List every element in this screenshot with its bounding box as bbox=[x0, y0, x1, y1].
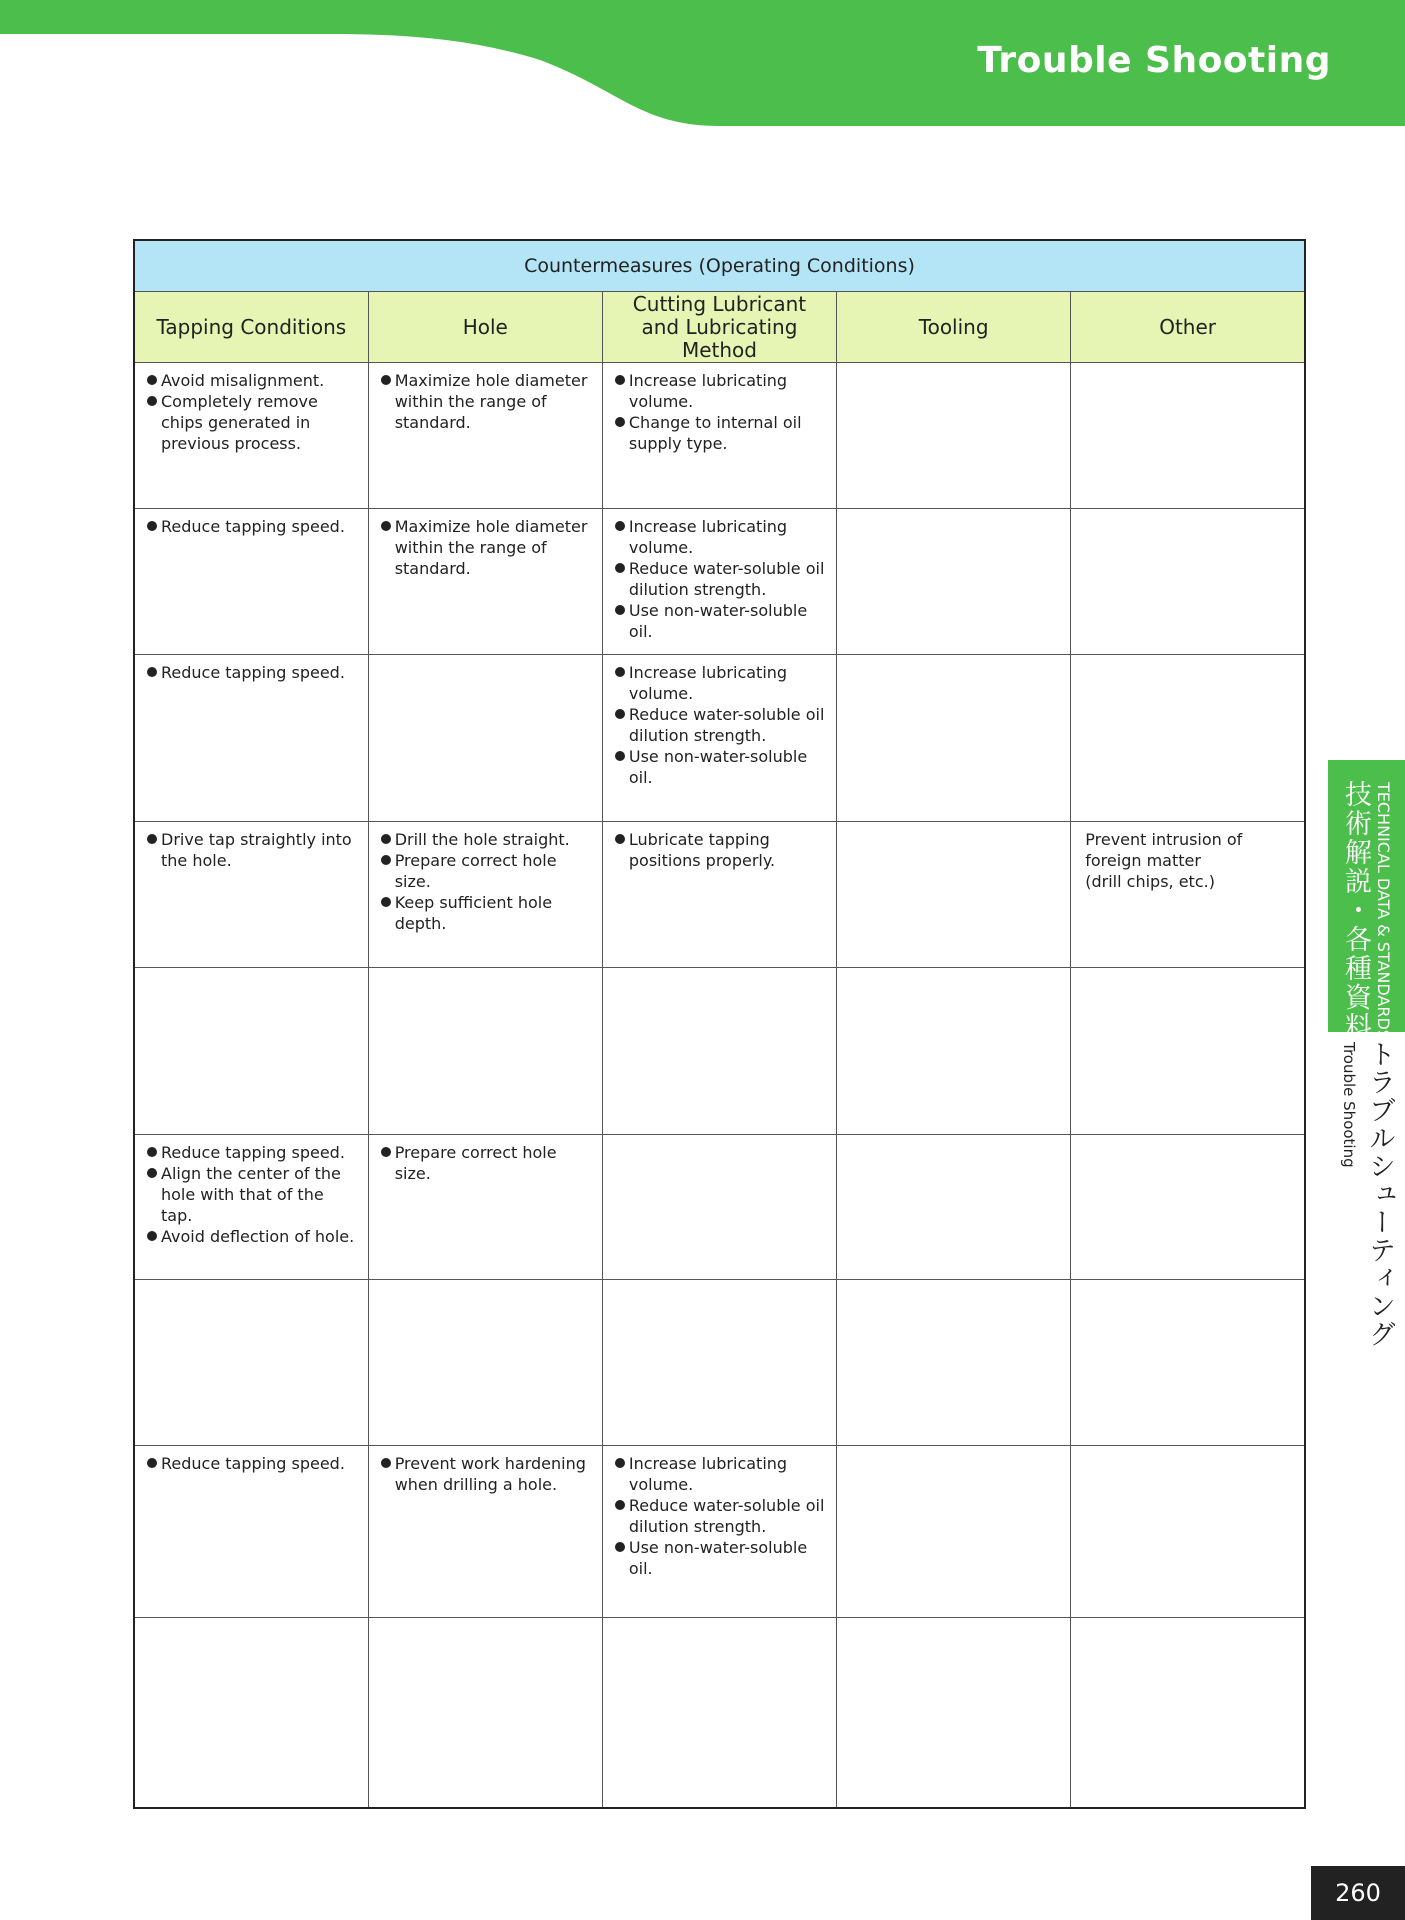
column-header-tooling: Tooling bbox=[837, 292, 1071, 363]
page-number: 260 bbox=[1311, 1866, 1405, 1920]
cell-lubricant bbox=[602, 822, 836, 968]
bullet-list bbox=[381, 829, 594, 934]
cell-hole bbox=[368, 363, 602, 509]
cell-tapping bbox=[134, 968, 368, 1135]
cell-tooling bbox=[837, 1135, 1071, 1280]
table-row bbox=[134, 509, 1305, 655]
cell-hole bbox=[368, 1135, 602, 1280]
section-label-en: TECHNICAL DATA & STANDARDS bbox=[1374, 782, 1393, 1040]
topic-label-jp: トラブルシューティング bbox=[1364, 1040, 1395, 1348]
section-label-jp: 技術解説・各種資料 bbox=[1340, 780, 1371, 1041]
bullet-item: Drive tap straightly into the hole. bbox=[147, 829, 360, 871]
cell-other bbox=[1071, 1135, 1305, 1280]
cell-hole bbox=[368, 968, 602, 1135]
column-header-tapping: Tapping Conditions bbox=[134, 292, 368, 363]
cell-lubricant bbox=[602, 968, 836, 1135]
cell-tooling bbox=[837, 1280, 1071, 1446]
bullet-list bbox=[615, 516, 828, 642]
bullet-item: Reduce tapping speed. bbox=[147, 662, 360, 683]
bullet-item: Prepare correct hole size. bbox=[381, 1142, 594, 1184]
bullet-item: Increase lubricating volume. bbox=[615, 662, 828, 704]
bullet-item: Completely remove chips generated in previous process. bbox=[147, 391, 360, 454]
bullet-list bbox=[147, 1142, 360, 1247]
cell-tooling bbox=[837, 822, 1071, 968]
cell-other bbox=[1071, 655, 1305, 822]
cell-tooling bbox=[837, 655, 1071, 822]
cell-hole bbox=[368, 1618, 602, 1808]
table-row bbox=[134, 1280, 1305, 1446]
bullet-item: Prevent work hardening when drilling a hole. bbox=[381, 1453, 594, 1495]
bullet-item: Reduce tapping speed. bbox=[147, 1142, 360, 1163]
bullet-item: Maximize hole diameter within the range of standard. bbox=[381, 370, 594, 433]
bullet-item: Drill the hole straight. bbox=[381, 829, 594, 850]
bullet-list bbox=[381, 370, 594, 433]
cell-tapping bbox=[134, 1135, 368, 1280]
bullet-item: Increase lubricating volume. bbox=[615, 516, 828, 558]
table-row bbox=[134, 822, 1305, 968]
bullet-item: Align the center of the hole with that of the tap. bbox=[147, 1163, 360, 1226]
table-body bbox=[134, 363, 1305, 1808]
cell-hole bbox=[368, 822, 602, 968]
bullet-item: Keep sufficient hole depth. bbox=[381, 892, 594, 934]
cell-other bbox=[1071, 968, 1305, 1135]
column-header-hole: Hole bbox=[368, 292, 602, 363]
cell-hole bbox=[368, 655, 602, 822]
bullet-item: Avoid deflection of hole. bbox=[147, 1226, 360, 1247]
cell-lubricant bbox=[602, 1618, 836, 1808]
cell-tooling bbox=[837, 509, 1071, 655]
bullet-list bbox=[147, 516, 360, 537]
cell-text: Prevent intrusion of foreign matter (drill chips, etc.) bbox=[1085, 830, 1243, 891]
cell-tooling bbox=[837, 1618, 1071, 1808]
cell-other bbox=[1071, 509, 1305, 655]
cell-tapping bbox=[134, 1618, 368, 1808]
bullet-item: Reduce water-soluble oil dilution strength. bbox=[615, 1495, 828, 1537]
cell-hole bbox=[368, 1280, 602, 1446]
table-row bbox=[134, 1135, 1305, 1280]
bullet-item: Reduce water-soluble oil dilution strength. bbox=[615, 558, 828, 600]
cell-tooling bbox=[837, 1446, 1071, 1618]
cell-other bbox=[1071, 363, 1305, 509]
cell-tooling bbox=[837, 968, 1071, 1135]
bullet-item: Use non-water-soluble oil. bbox=[615, 1537, 828, 1579]
bullet-item: Lubricate tapping positions properly. bbox=[615, 829, 828, 871]
column-header-lubricant: Cutting Lubricant and Lubricating Method bbox=[602, 292, 836, 363]
topic-label-en: Trouble Shooting bbox=[1340, 1042, 1358, 1168]
bullet-item: Maximize hole diameter within the range of standard. bbox=[381, 516, 594, 579]
bullet-list bbox=[615, 829, 828, 871]
cell-tapping bbox=[134, 822, 368, 968]
bullet-list bbox=[147, 829, 360, 871]
table-row bbox=[134, 968, 1305, 1135]
bullet-list bbox=[615, 1453, 828, 1579]
bullet-list bbox=[381, 1142, 594, 1184]
bullet-item: Avoid misalignment. bbox=[147, 370, 360, 391]
table-caption: Countermeasures (Operating Conditions) bbox=[134, 240, 1305, 292]
table-row bbox=[134, 1446, 1305, 1618]
cell-lubricant bbox=[602, 363, 836, 509]
bullet-list bbox=[381, 1453, 594, 1495]
cell-other bbox=[1071, 1280, 1305, 1446]
column-header-other: Other bbox=[1071, 292, 1305, 363]
bullet-item: Change to internal oil supply type. bbox=[615, 412, 828, 454]
cell-tapping bbox=[134, 1446, 368, 1618]
cell-other bbox=[1071, 822, 1305, 968]
bullet-list bbox=[381, 516, 594, 579]
bullet-item: Reduce tapping speed. bbox=[147, 1453, 360, 1474]
cell-hole bbox=[368, 509, 602, 655]
bullet-list bbox=[147, 370, 360, 454]
table-row bbox=[134, 655, 1305, 822]
cell-hole bbox=[368, 1446, 602, 1618]
bullet-item: Increase lubricating volume. bbox=[615, 1453, 828, 1495]
bullet-item: Prepare correct hole size. bbox=[381, 850, 594, 892]
cell-tapping bbox=[134, 363, 368, 509]
countermeasures-table bbox=[133, 239, 1306, 1809]
bullet-item: Reduce water-soluble oil dilution strength. bbox=[615, 704, 828, 746]
cell-lubricant bbox=[602, 655, 836, 822]
cell-tapping bbox=[134, 655, 368, 822]
cell-tapping bbox=[134, 509, 368, 655]
cell-lubricant bbox=[602, 1280, 836, 1446]
bullet-list bbox=[615, 370, 828, 454]
bullet-list bbox=[147, 1453, 360, 1474]
bullet-item: Reduce tapping speed. bbox=[147, 516, 360, 537]
bullet-item: Increase lubricating volume. bbox=[615, 370, 828, 412]
cell-lubricant bbox=[602, 1446, 836, 1618]
page-title: Trouble Shooting bbox=[977, 40, 1331, 81]
cell-tapping bbox=[134, 1280, 368, 1446]
bullet-item: Use non-water-soluble oil. bbox=[615, 600, 828, 642]
cell-lubricant bbox=[602, 509, 836, 655]
cell-tooling bbox=[837, 363, 1071, 509]
bullet-list bbox=[615, 662, 828, 788]
table-row bbox=[134, 363, 1305, 509]
bullet-list bbox=[147, 662, 360, 683]
bullet-item: Use non-water-soluble oil. bbox=[615, 746, 828, 788]
cell-other bbox=[1071, 1446, 1305, 1618]
cell-other bbox=[1071, 1618, 1305, 1808]
table-row bbox=[134, 1618, 1305, 1808]
cell-lubricant bbox=[602, 1135, 836, 1280]
